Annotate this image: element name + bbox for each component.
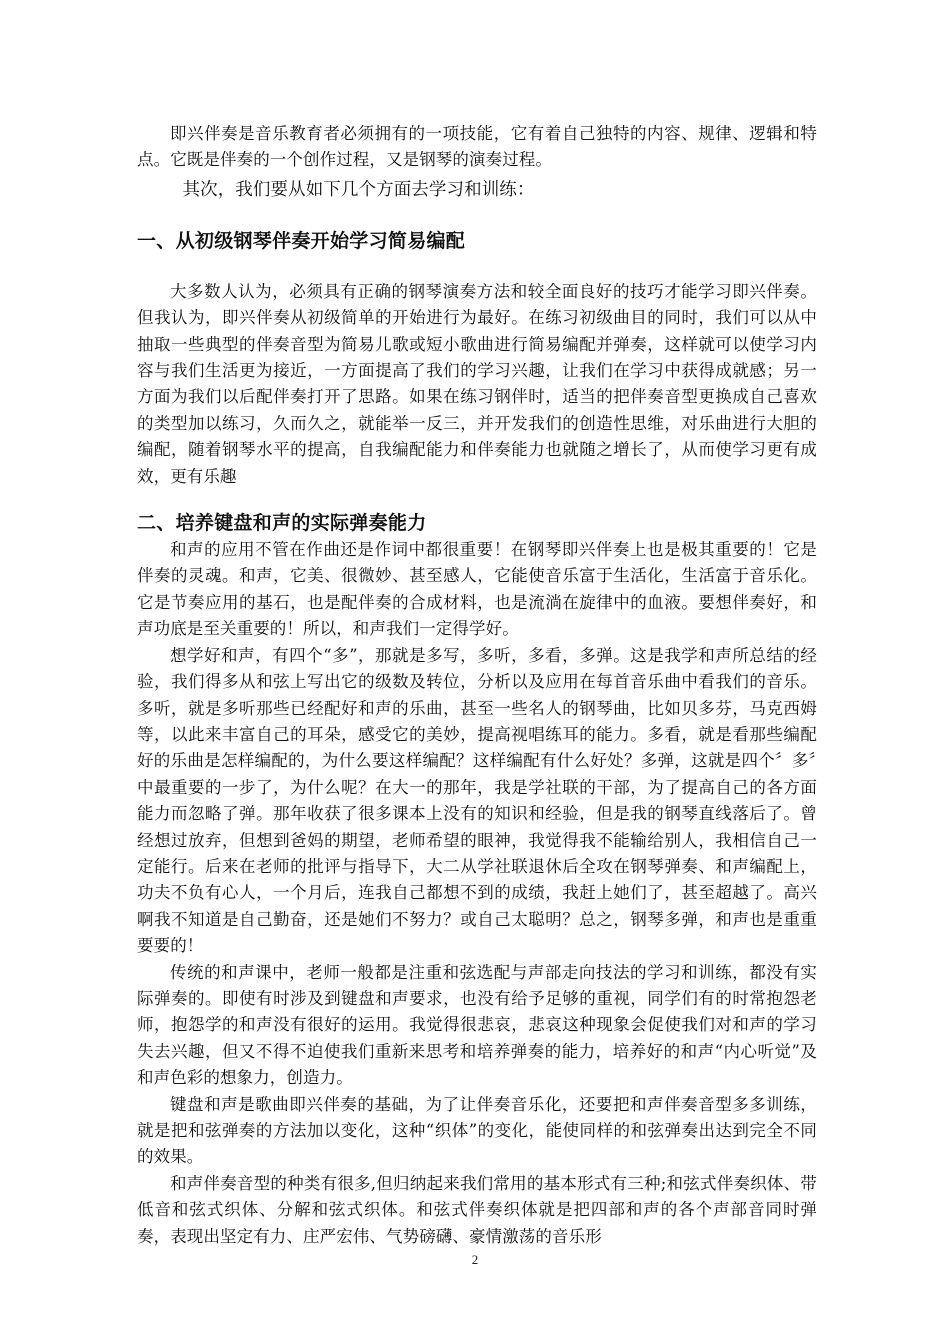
section-2-paragraph-traditional-class: 传统的和声课中，老师一般都是注重和弦选配与声部走向技法的学习和训练，都没有实际弹奏的。即使有时涉及到键盘和声要求，也没有给予足够的重视，同学们有的时常抱怨老师，抱怨学的和声没有很好的运用。我觉得很悲哀，悲哀这种现象会促使我们对和声的学习失去兴趣，但又不得不迫使我们重新来思考和培养弹奏的能力，培养好的和声“内心听觉”及和声色彩的想象力，创造力。 <box>137 962 817 1088</box>
section-1-heading: 一、从初级钢琴伴奏开始学习简易编配 <box>137 229 466 252</box>
section-2-paragraph-keyboard-harmony: 键盘和声是歌曲即兴伴奏的基础，为了让伴奏音乐化，还要把和声伴奏音型多多训练，就是把和弦弹奏的方法加以变化，这种“织体”的变化，能使同样的和弦弹奏出达到完全不同的效果。 <box>137 1094 817 1167</box>
section-2-paragraph-texture-types: 和声伴奏音型的种类有很多,但归纳起来我们常用的基本形式有三种;和弦式伴奏织体、带低音和弦式织体、分解和弦式织体。和弦式伴奏织体就是把四部和声的各个声部音同时弹奏，表现出坚定有力、庄严宏伟、气势磅礴、豪情激荡的音乐形 <box>137 1173 817 1246</box>
intro-paragraph: 即兴伴奏是音乐教育者必须拥有的一项技能，它有着自己独特的内容、规律、逻辑和特点。它既是伴奏的一个创作过程，又是钢琴的演奏过程。 <box>137 124 817 170</box>
document-body <box>137 121 817 1250</box>
page-number: 2 <box>471 1252 479 1267</box>
section-1-paragraph: 大多数人认为，必须具有正确的钢琴演奏方法和较全面良好的技巧才能学习即兴伴奏。但我认为，即兴伴奏从初级简单的开始进行为最好。在练习初级曲目的同时，我们可以从中抽取一些典型的伴奏音型为简易儿歌或短小歌曲进行简易编配并弹奏，这样就可以使学习内容与我们生活更为接近，一方面提高了我们的学习兴趣，让我们在学习中获得成就感；另一方面为我们以后配伴奏打开了思路。如果在练习钢伴时，适当的把伴奏音型更换成自己喜欢的类型加以练习，久而久之，就能举一反三，并开发我们的创造性思维，对乐曲进行大胆的编配，随着钢琴水平的提高，自我编配能力和伴奏能力也就随之增长了，从而使学习更有成效，更有乐趣 <box>137 281 817 486</box>
section-2-paragraph-harmony-importance: 和声的应用不管在作曲还是作词中都很重要！在钢琴即兴伴奏上也是极其重要的！它是伴奏的灵魂。和声，它美、很微妙、甚至感人，它能使音乐富于生活化，生活富于音乐化。它是节奏应用的基石，也是配伴奏的合成材料，也是流淌在旋律中的血液。要想伴奏好，和声功底是至关重要的！所以，和声我们一定得学好。 <box>137 540 817 639</box>
section-2-heading: 二、培养键盘和声的实际弹奏能力 <box>137 512 427 535</box>
section-2-paragraph-four-more: 想学好和声，有四个“多”，那就是多写，多听，多看，多弹。这是我学和声所总结的经验，我们得多从和弦上写出它的级数及转位，分析以及应用在每首音乐曲中看我们的音乐。多听，就是多听那些已经配好和声的乐曲，甚至一些名人的钢琴曲，比如贝多芬，马克西姆等，以此来丰富自己的耳朵，感受它的美妙，提高视唱练耳的能力。多看，就是看那些编配好的乐曲是怎样编配的，为什么要这样编配？这样编配有什么好处？多弹，这就是四个〞多〞中最重要的一步了，为什么呢？在大一的那年，我是学社联的干部，为了提高自己的各方面能力而忽略了弹。那年收获了很多课本上没有的知识和经验，但是我的钢琴直线落后了。曾经想过放弃，但想到爸妈的期望，老师希望的眼神，我觉得我不能输给别人，我相信自己一定能行。后来在老师的批评与指导下，大二从学社联退休后全攻在钢琴弹奏、和声编配上，功夫不负有心人，一个月后，连我自己都想不到的成绩，我赶上她们了，甚至超越了。高兴啊我不知道是自己勤奋，还是她们不努力？或自己太聪明？总之，钢琴多弹，和声也是重重要要的！ <box>137 645 817 956</box>
intro-paragraph-next: 其次，我们要从如下几个方面去学习和训练： <box>182 179 535 200</box>
